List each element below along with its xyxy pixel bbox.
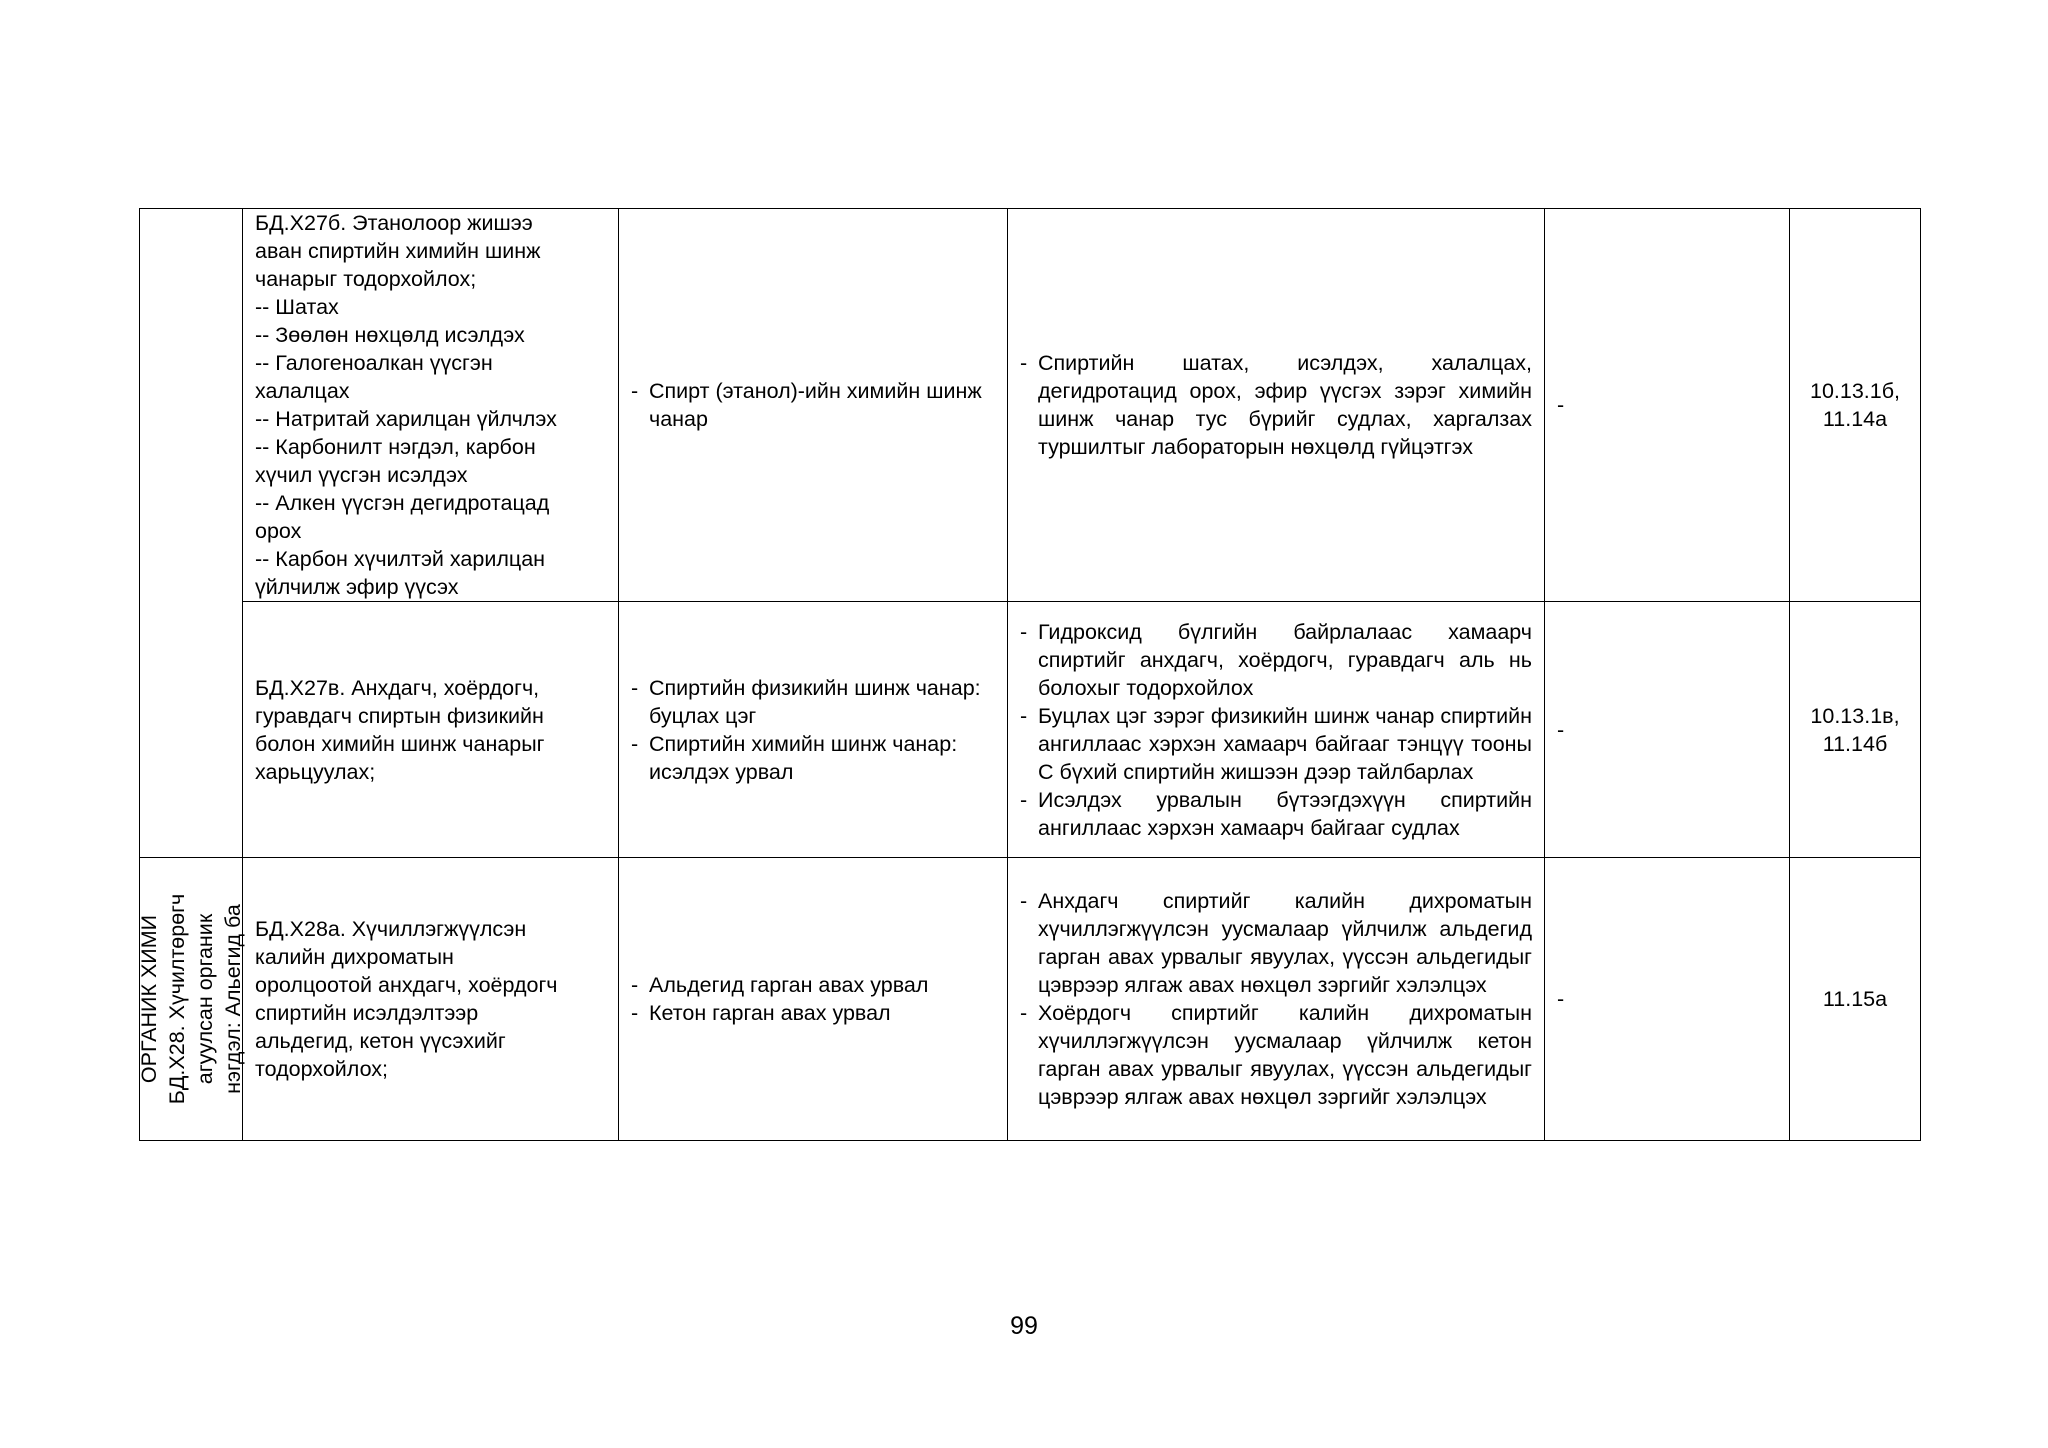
reference-cell (1790, 602, 1921, 858)
side-heading-cell (137, 858, 245, 1141)
content-list (631, 674, 995, 786)
integration-value: - (1557, 393, 1565, 417)
list-item: - Кетон гарган авах урвал (631, 999, 995, 1027)
content-list (631, 971, 995, 1027)
activity-list (1020, 349, 1532, 461)
integration-cell (1545, 209, 1790, 602)
objective-cell (243, 209, 619, 602)
empty-side-cell (140, 209, 243, 858)
table-row (140, 602, 1921, 858)
list-item: - Анхдагч спиртийг калийн дихроматын хүчиллэгжүүлсэн уусмалаар үйлчилж альдегид гарган авах урвалыг явуулах, үүссэн альдегидыг цэврээр ялгаж авах нөхцөл зэргийг хэлэлцэх (1020, 887, 1532, 999)
curriculum-table (139, 208, 1921, 1141)
table-row (140, 858, 1921, 1141)
content-cell (619, 858, 1008, 1141)
integration-value: - (1557, 987, 1565, 1011)
reference-text: 10.13.1в, 11.14б (1810, 703, 1900, 756)
activity-cell (1008, 858, 1545, 1141)
activity-list (1020, 887, 1532, 1111)
integration-cell (1545, 858, 1790, 1141)
content-list (631, 377, 995, 433)
list-item: - Хоёрдогч спиртийг калийн дихроматын хүчиллэгжүүлсэн уусмалаар үйлчилж кетон гарган авах урвалыг явуулах, үүссэн альдегидыг цэврээр ялгаж авах нөхцөл зэргийг хэлэлцэх (1020, 999, 1532, 1111)
side-heading: ОРГАНИК ХИМИ БД.Х28. Хүчилтөрөгч агуулсан органик нэгдэл: Альегид ба (137, 893, 245, 1105)
content-cell (619, 209, 1008, 602)
objective-cell (243, 858, 619, 1141)
list-item: - Гидроксид бүлгийн байрлалаас хамаарч спиртийг анхдагч, хоёрдогч, гуравдагч аль нь болохыг тодорхойлох (1020, 618, 1532, 702)
reference-text: 10.13.1б, 11.14а (1809, 379, 1901, 431)
activity-list (1020, 618, 1532, 842)
activity-cell (1008, 209, 1545, 602)
page-number: 99 (1010, 1312, 1038, 1340)
list-item: - Спиртийн химийн шинж чанар: исэлдэх урвал (631, 730, 995, 786)
integration-value: - (1557, 717, 1565, 742)
objective-text: БД.Х28а. Хүчиллэгжүүлсэн калийн дихроматын оролцоотой анхдагч, хоёрдогч спиртийн исэлдэлтээр альдегид, кетон үүсэхийг тодорхойлох; (255, 917, 558, 1081)
list-item: - Исэлдэх урвалын бүтээгдэхүүн спиртийн ангиллаас хэрхэн хамаарч байгааг судлах (1020, 786, 1532, 842)
list-item: - Спиртийн шатах, исэлдэх, халалцах, дегидротацид орох, эфир үүсгэх зэрэг химийн шинж чанар тус бүрийг судлах, харгалзах туршилтыг лабораторын нөхцөлд гүйцэтгэх (1020, 349, 1532, 461)
table-row (140, 209, 1921, 602)
list-item: - Спиртийн физикийн шинж чанар: буцлах цэг (631, 674, 995, 730)
objective-text: БД.Х27б. Этанолоор жишээ аван спиртийн химийн шинж чанарыг тодорхойлох; -- Шатах -- Зөөлөн нөхцөлд исэлдэх -- Галогеноалкан үүсгэн халалцах -- Натритай харилцан үйлчлэх -- Карбонилт нэгдэл, карбон хүчил үүсгэн исэлдэх -- Алкен үүсгэн дегидротацад орох -- Карбон хүчилтэй харилцан үйлчилж эфир үүсэх (255, 211, 557, 599)
list-item: - Альдегид гарган авах урвал (631, 971, 995, 999)
objective-cell (243, 602, 619, 858)
activity-cell (1008, 602, 1545, 858)
reference-cell (1790, 209, 1921, 602)
objective-text: БД.Х27в. Анхдагч, хоёрдогч, гуравдагч спиртын физикийн болон химийн шинж чанарыг харьцуулах; (255, 675, 545, 784)
integration-cell (1545, 602, 1790, 858)
reference-cell (1790, 858, 1921, 1141)
reference-text: 11.15а (1822, 987, 1888, 1011)
list-item: - Спирт (этанол)-ийн химийн шинж чанар (631, 377, 995, 433)
list-item: - Буцлах цэг зэрэг физикийн шинж чанар спиртийн ангиллаас хэрхэн хамаарч байгааг тэнцүү тооны С бүхий спиртийн жишээн дээр тайлбарлах (1020, 702, 1532, 786)
content-cell (619, 602, 1008, 858)
